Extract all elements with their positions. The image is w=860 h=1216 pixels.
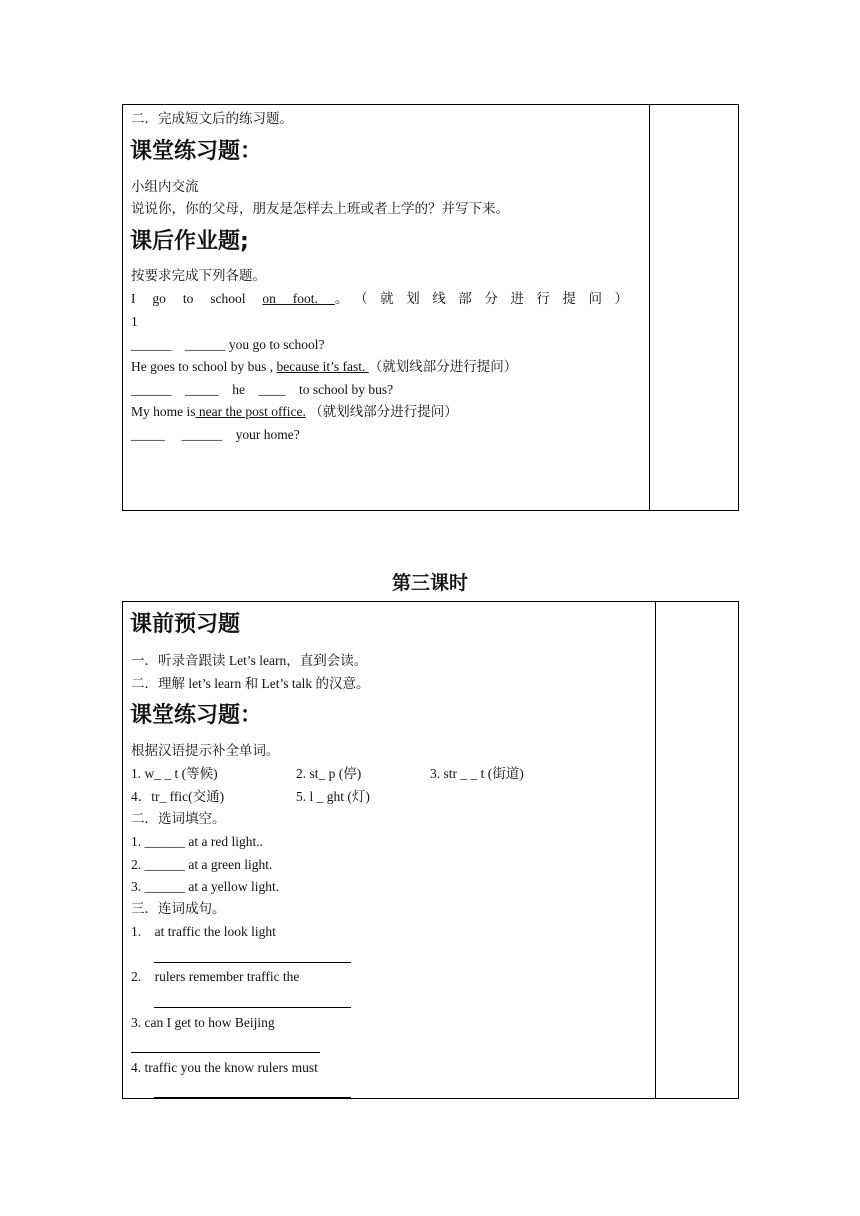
heading-class-practice: 课堂练习题： (130, 139, 263, 164)
section-2-heading: 二．选词填空。 (131, 811, 226, 826)
q3-text: My home is (131, 404, 196, 419)
heading-preview: 课前预习题 (130, 612, 241, 637)
sentence-item: 1. at traffic the look light (131, 924, 276, 939)
answer-line (154, 1097, 351, 1098)
heading-class-practice: 课堂练习题： (130, 703, 263, 728)
section-title: 第三课时 (391, 572, 468, 594)
blank-item: 3. ______ at a yellow light. (131, 879, 280, 894)
word-item: 5. l _ ght (灯) (296, 789, 370, 804)
question-1 (131, 291, 639, 307)
blank-item: 2. ______ at a green light. (131, 857, 273, 872)
q1-underlined: on foot. (262, 291, 335, 306)
heading-homework: 课后作业题; (130, 229, 249, 254)
group-text: 小组内交流 (131, 179, 199, 194)
word-item: 1. w_ _ t (等候) (131, 766, 218, 781)
question-3-answer: _____ ______ your home? (131, 427, 300, 442)
word-item: 4．tr_ ffic(交通) (131, 789, 225, 804)
table-column-divider (649, 105, 650, 510)
question-1-number: 1 (131, 314, 138, 329)
question-2-answer: ______ _____ he ____ to school by bus? (131, 382, 394, 397)
q2-underlined: because it’s fast. (276, 359, 369, 374)
sentence-item: 4. traffic you the know rulers must (131, 1060, 318, 1075)
exercise-table-1 (122, 104, 739, 511)
exercise-table-2 (122, 601, 739, 1099)
sentence-item: 2. rulers remember traffic the (131, 969, 300, 984)
fill-instruction: 根据汉语提示补全单词。 (131, 743, 280, 758)
answer-line (154, 962, 351, 963)
q2-text: He goes to school by bus , (131, 359, 277, 374)
section-3-heading: 三．连词成句。 (131, 901, 226, 916)
word-item: 3. str _ _ t (街道) (430, 766, 524, 781)
answer-line (131, 1052, 320, 1053)
q2-instruction: （就划线部分进行提问） (368, 359, 518, 374)
preview-item-2: 二．理解 let’s learn 和 Let’s talk 的汉意。 (131, 676, 370, 691)
talk-prompt: 说说你，你的父母，朋友是怎样去上班或者上学的？并写下来。 (131, 201, 509, 216)
question-3 (131, 404, 458, 420)
q3-instruction: （就划线部分进行提问） (305, 404, 458, 419)
question-1-answer: ______ ______ you go to school? (131, 337, 325, 352)
answer-line (154, 1007, 351, 1008)
table-column-divider (655, 602, 656, 1098)
homework-instruction: 按要求完成下列各题。 (131, 268, 266, 283)
question-2 (131, 359, 517, 375)
blank-item: 1. ______ at a red light.. (131, 834, 263, 849)
preview-item-1: 一．听录音跟读 Let’s learn，直到会读。 (131, 653, 368, 668)
q3-underlined: near the post office. (195, 404, 306, 419)
word-item: 2. st_ p (停) (296, 766, 362, 781)
q1-text: I go to school (131, 291, 263, 306)
sentence-item: 3. can I get to how Beijing (131, 1015, 275, 1030)
q1-instruction: 。（就划线部分进行提问） (334, 291, 639, 306)
exercise-line: 二．完成短文后的练习题。 (131, 111, 293, 126)
